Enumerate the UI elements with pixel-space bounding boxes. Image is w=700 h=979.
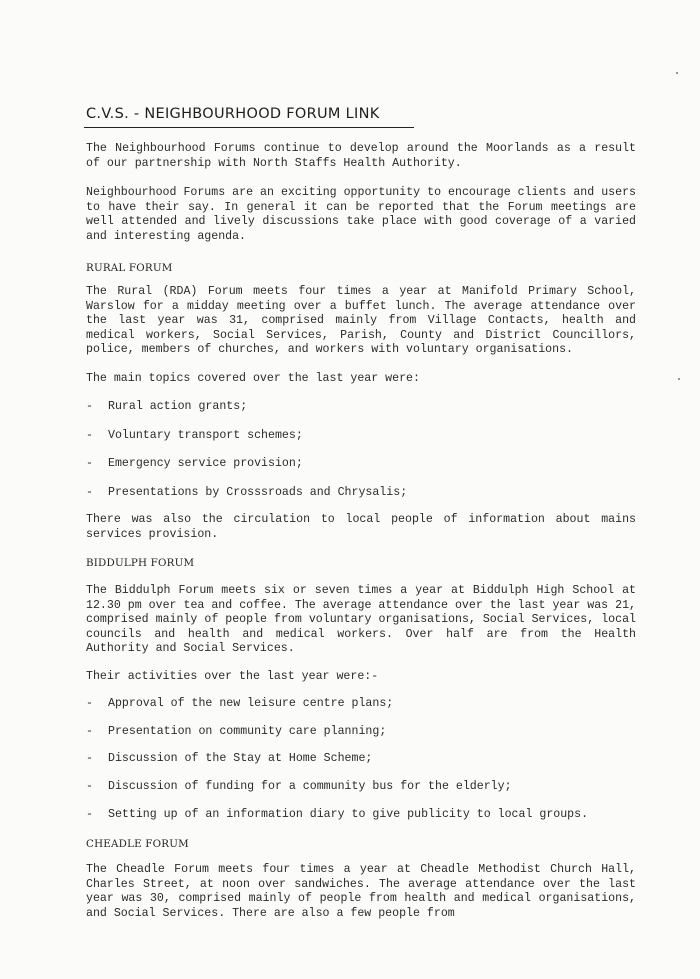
rural-closing-paragraph: There was also the circulation to local people of information about mains services provision. [86,513,636,541]
biddulph-activities-intro: Their activities over the last year were:- [86,670,379,683]
intro-paragraph-1: The Neighbourhood Forums continue to develop around the Moorlands as a result of our partnership with North Staffs Health Authority. [86,142,636,170]
cheadle-forum-heading: CHEADLE FORUM [86,838,189,850]
biddulph-forum-heading: BIDDULPH FORUM [86,557,195,569]
list-item-text: Approval of the new leisure centre plans; [108,697,394,710]
list-dash: - [86,400,93,413]
list-dash: - [86,457,93,470]
list-item [86,752,646,767]
list-item-text: Discussion of the Stay at Home Scheme; [108,752,373,765]
list-item [86,697,646,712]
list-dash: - [86,808,93,821]
list-item [86,486,646,501]
scan-speck [676,72,678,74]
scan-speck [678,378,680,380]
list-item-text: Emergency service provision; [108,457,303,470]
rural-forum-body: The Rural (RDA) Forum meets four times a year at Manifold Primary School, Warslow for a midday meeting over a buffet lunch. The average attendance over the last year was 31, comprised mainly from Village Contacts, health and medical workers, Social Services, Parish, County and District Councillors, police, members of churches, and workers with voluntary organisations. [86,285,636,356]
list-dash: - [86,725,93,738]
list-dash: - [86,486,93,499]
list-dash: - [86,780,93,793]
list-item [86,808,646,823]
list-item [86,725,646,740]
list-dash: - [86,429,93,442]
title-underline [84,127,414,128]
list-item [86,400,646,415]
rural-topics-intro: The main topics covered over the last year were: [86,372,420,385]
biddulph-forum-body: The Biddulph Forum meets six or seven times a year at Biddulph High School at 12.30 pm over tea and coffee. The average attendance over the last year was 21, comprised mainly of people from voluntary organisations, Social Services, local councils and health and medical workers. Over half are from the Health Authority and Social Services. [86,584,636,655]
intro-paragraph-2: Neighbourhood Forums are an exciting opportunity to encourage clients and users to have their say. In general it can be reported that the Forum meetings are well attended and lively discussions take place with good coverage of a varied and interesting agenda. [86,186,636,243]
rural-forum-heading: RURAL FORUM [86,262,173,274]
list-item-text: Presentation on community care planning; [108,725,387,738]
list-item-text: Voluntary transport schemes; [108,429,303,442]
list-item [86,457,646,472]
list-item-text: Setting up of an information diary to give publicity to local groups. [108,808,589,821]
list-item-text: Rural action grants; [108,400,248,413]
cheadle-forum-body: The Cheadle Forum meets four times a year at Cheadle Methodist Church Hall, Charles Street, at noon over sandwiches. The average attendance over the last year was 30, comprised mainly of people from health and medical organisations, and Social Services. There are also a few people from [86,863,636,920]
list-item-text: Presentations by Crosssroads and Chrysalis; [108,486,408,499]
list-dash: - [86,697,93,710]
list-dash: - [86,752,93,765]
list-item-text: Discussion of funding for a community bus for the elderly; [108,780,512,793]
page-title: C.V.S. - NEIGHBOURHOOD FORUM LINK [86,106,380,122]
list-item [86,429,646,444]
list-item [86,780,646,795]
